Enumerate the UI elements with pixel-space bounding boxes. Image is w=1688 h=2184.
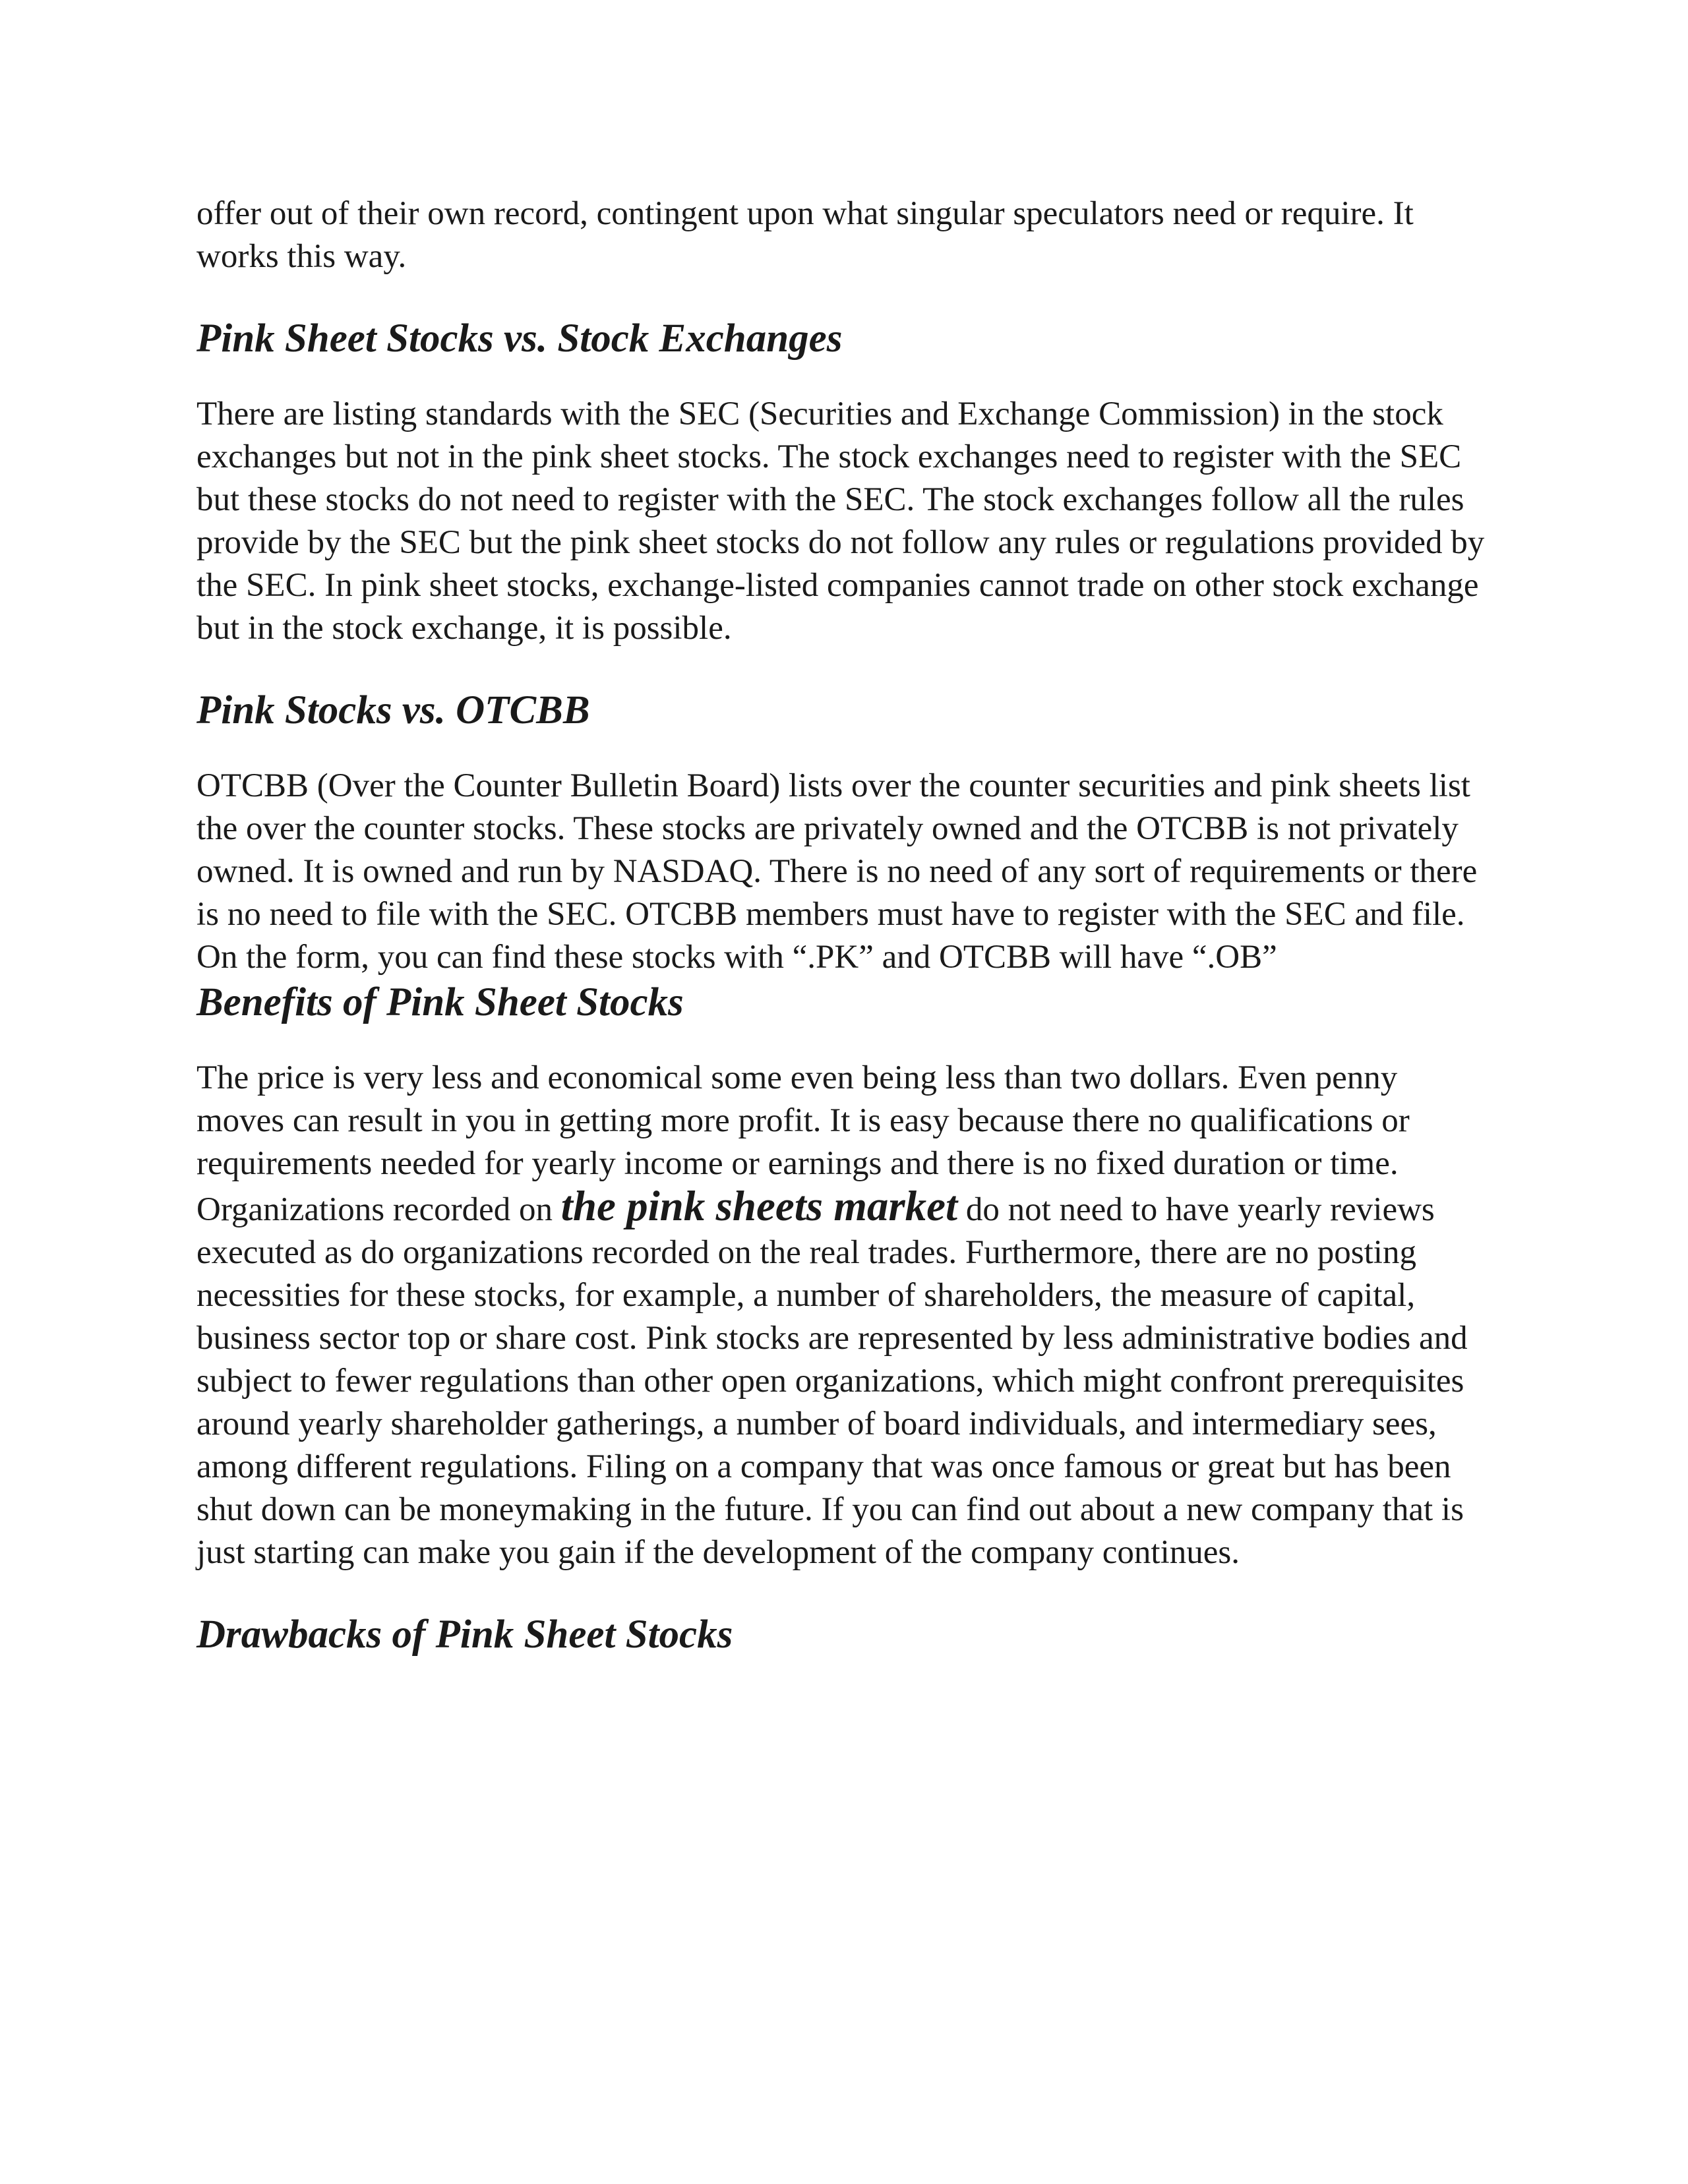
paragraph-benefits <box>196 1057 1489 1574</box>
heading-benefits: Benefits of Pink Sheet Stocks <box>196 980 684 1024</box>
page-content <box>196 192 1489 1659</box>
benefits-text-after: do not need to have yearly reviews executed as do organizations recorded on the real trades. Furthermore, there are no posting necessities for these stocks, for example, a number of shareholders, the measure of capital, business sector top or share cost. Pink stocks are represented by less administrative bodies and subject to fewer regulations than other open organizations, which might confront prerequisites around yearly shareholder gatherings, a number of board individuals, and intermediary sees, among different regulations. Filing on a company that was once famous or great but has been shut down can be moneymaking in the future. If you can find out about a new company that is just starting can make you gain if the development of the company continues. <box>196 1191 1468 1571</box>
heading-stock-exchanges: Pink Sheet Stocks vs. Stock Exchanges <box>196 316 843 361</box>
benefits-text-before: The price is very less and economical some even being less than two dollars. Even penny moves can result in you in getting more profit. It is easy because there no qualifications or requirements needed for yearly income or earnings and there is no fixed duration or time. Organizations recorded on <box>196 1059 1410 1228</box>
pink-sheets-market-link[interactable]: the pink sheets market <box>560 1183 958 1230</box>
intro-paragraph: offer out of their own record, contingent upon what singular speculators need or require. It works this way. <box>196 195 1414 275</box>
heading-drawbacks: Drawbacks of Pink Sheet Stocks <box>196 1612 733 1657</box>
paragraph-otcbb: OTCBB (Over the Counter Bulletin Board) lists over the counter securities and pink sheets list the over the counter stocks. These stocks are privately owned and the OTCBB is not privately owned. It is owned and run by NASDAQ. There is no need of any sort of requirements or there is no need to file with the SEC. OTCBB members must have to register with the SEC and file. On the form, you can find these stocks with “.PK” and OTCBB will have “.OB” <box>196 767 1478 976</box>
paragraph-stock-exchanges: There are listing standards with the SEC (Securities and Exchange Commission) in the stock exchanges but not in the pink sheet stocks. The stock exchanges need to register with the SEC but these stocks do not need to register with the SEC. The stock exchanges follow all the rules provide by the SEC but the pink sheet stocks do not follow any rules or regulations provided by the SEC. In pink sheet stocks, exchange-listed companies cannot trade on other stock exchange but in the stock exchange, it is possible. <box>196 396 1485 647</box>
heading-otcbb: Pink Stocks vs. OTCBB <box>196 688 590 732</box>
